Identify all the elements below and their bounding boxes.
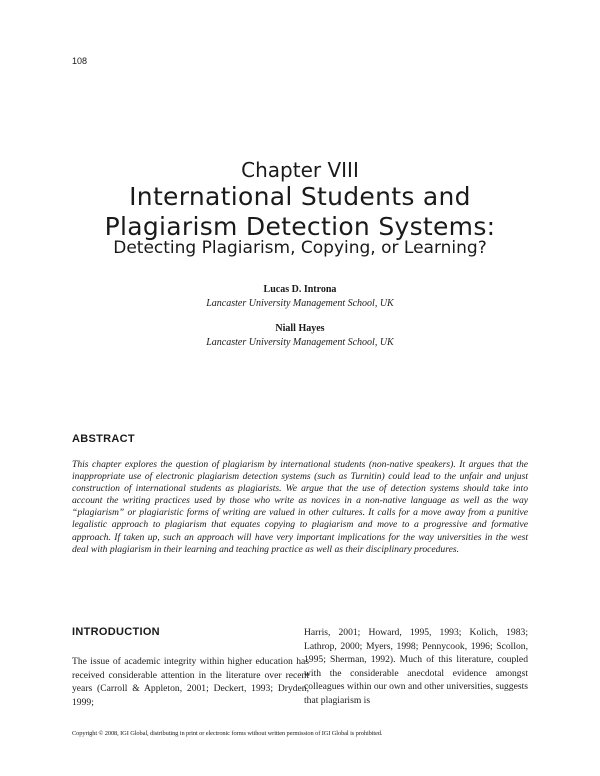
copyright-notice: Copyright © 2008, IGI Global, distributing in print or electronic forms without written permission of IGI Global is prohibited.: [72, 730, 383, 737]
abstract-heading: ABSTRACT: [72, 433, 135, 445]
author-name: Lucas D. Introna: [263, 284, 337, 295]
author-affiliation: Lancaster University Management School, UK: [206, 298, 394, 309]
abstract-text: This chapter explores the question of plagiarism by international students (non-native speakers). It argues that the inappropriate use of electronic plagiarism detection systems (such as Turnitin) could lead to the unfair and unjust construction of international students as plagiarists. We argue that the use of detection systems should take into account the writing practices used by those who write as novices in a non-native language as well as the way “plagiarism” or plagiaristic forms of writing are valued in other cultures. It calls for a move away from a punitive legalistic approach to plagiarism that equates copying to plagiarism and move to a progressive and formative approach. If taken up, such an approach will have very important implications for the way universities in the west deal with plagiarism in their learning and teaching practice as well as their disciplinary procedures.: [72, 459, 528, 555]
author-affiliation: Lancaster University Management School, UK: [206, 337, 394, 348]
introduction-heading: INTRODUCTION: [72, 626, 160, 638]
chapter-subtitle: Detecting Plagiarism, Copying, or Learning?: [113, 238, 487, 258]
chapter-title-line-2: Plagiarism Detection Systems:: [104, 212, 496, 241]
chapter-title: [0, 182, 600, 242]
chapter-title-line-1: International Students and: [129, 182, 471, 211]
page-number: 108: [72, 56, 88, 66]
author-name: Niall Hayes: [275, 323, 325, 334]
chapter-label: Chapter VIII: [241, 158, 359, 182]
introduction-text-right: Harris, 2001; Howard, 1995, 1993; Kolich, 1983; Lathrop, 2000; Myers, 1998; Pennycook, 1996; Scollon, 1995; Sherman, 1992). Much of this literature, coupled with the considerable anecdotal evidence amongst colleagues within our own and other universities, suggests that plagiarism is: [304, 627, 528, 706]
introduction-text-left: The issue of academic integrity within higher education has received considerable attention in the literature over recent years (Carroll & Appleton, 2001; Deckert, 1993; Dryden, 1999;: [72, 656, 309, 708]
